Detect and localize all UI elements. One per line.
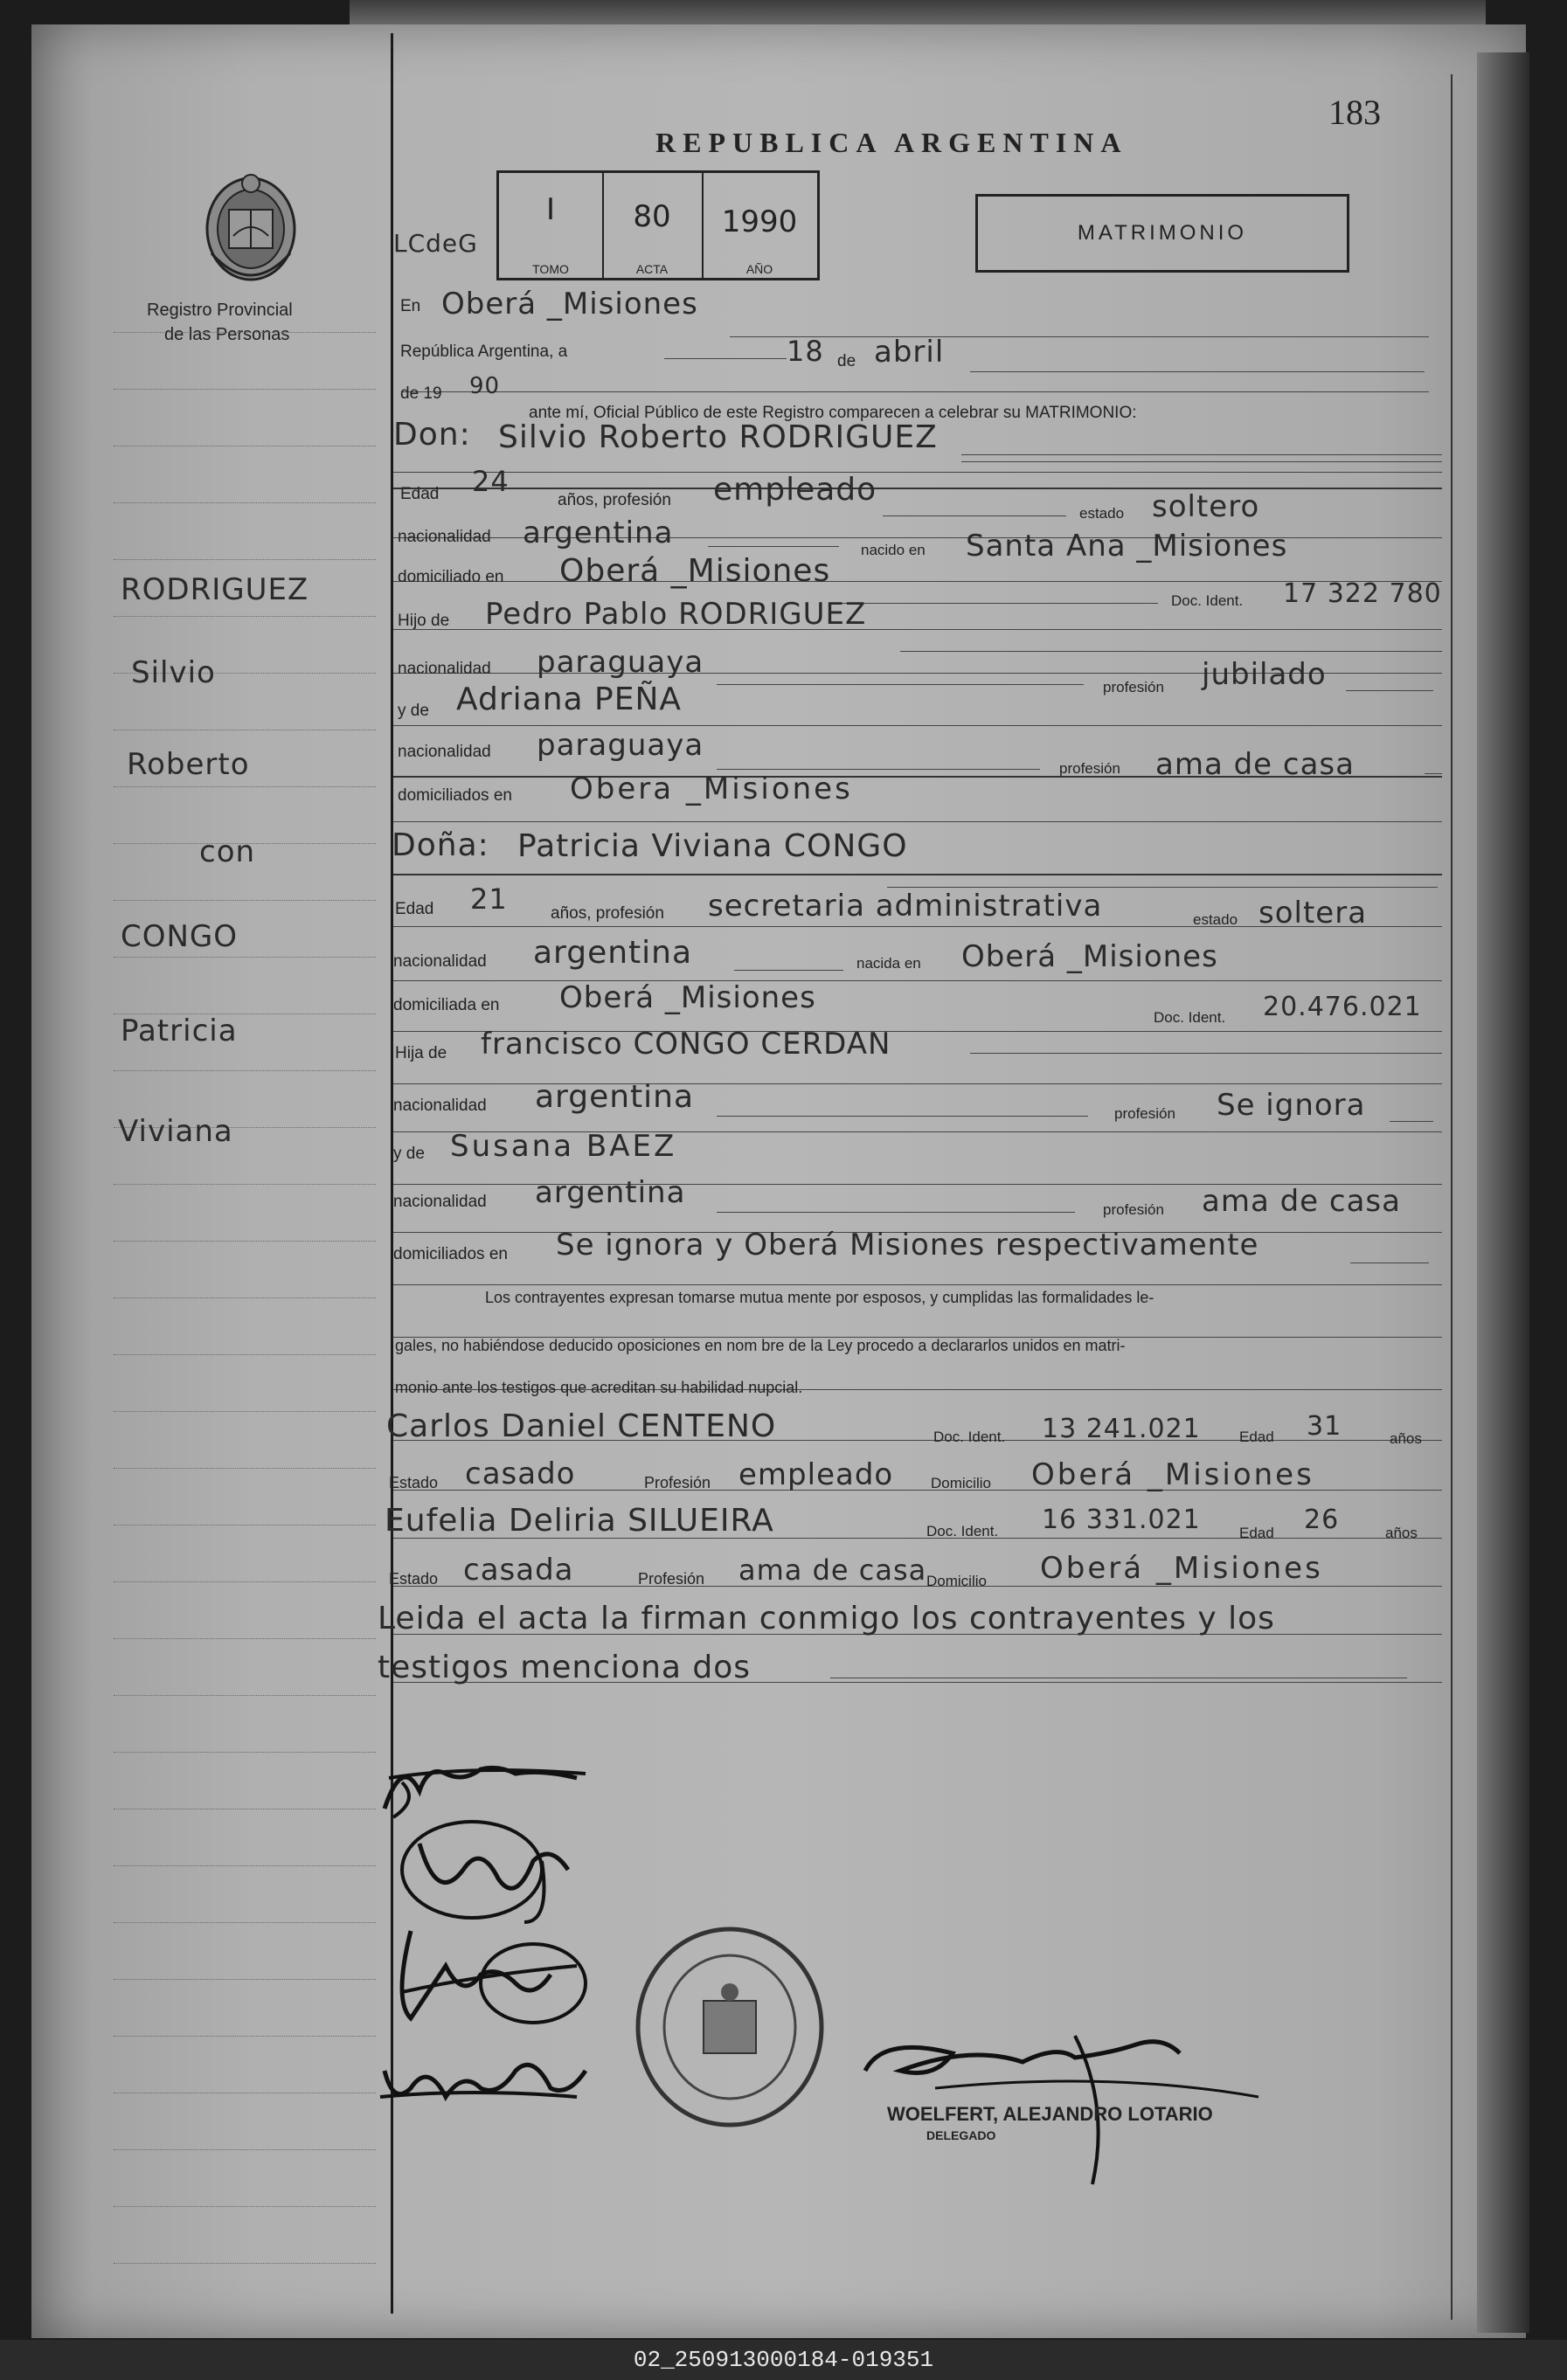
bride-madre-nac: argentina [535,1175,686,1210]
signature-witness1-icon [376,1913,603,2036]
witness1-doc-label: Doc. Ident. [933,1429,1006,1445]
groom-padre-prof-label: profesión [1103,679,1164,695]
witness1-profesion-label: Profesión [644,1474,711,1491]
declaration-line3: monio ante los testigos que acreditan su habilidad nupcial. [395,1379,803,1396]
groom-padre-nac-label: nacionalidad [398,660,491,678]
officer-title: DELEGADO [926,2128,996,2142]
witness2-profesion-label: Profesión [638,1570,705,1588]
page-number: 183 [1328,93,1381,132]
year-suffix: 90 [469,373,501,399]
registry-name-line1: Registro Provincial [147,301,293,320]
groom-name: Silvio Roberto RODRIGUEZ [498,419,938,455]
margin-note: RODRIGUEZ [121,572,309,607]
closing-line2: testigos menciona dos [378,1650,752,1685]
groom-dom: Oberá _Misiones [559,553,831,589]
officer-name: WOELFERT, ALEJANDRO LOTARIO [887,2103,1213,2125]
act-type-label: MATRIMONIO [1077,221,1248,245]
margin-note: Patricia [121,1014,238,1048]
place: Oberá _Misiones [441,287,698,322]
witness1-domicilio: Oberá _Misiones [1031,1457,1314,1492]
bride-dom: Oberá _Misiones [559,980,816,1015]
republica-label: República Argentina, a [400,342,568,361]
groom-madre-prof: ama de casa [1155,747,1355,782]
registry-name-line2: de las Personas [164,325,290,344]
year-prefix: de 19 [400,384,442,403]
bride-doc: 20.476.021 [1263,992,1422,1022]
groom-estado-label: estado [1079,505,1125,522]
file-id-footer: 02_250913000184-019351 [0,2340,1567,2380]
groom-madre-nac-label: nacionalidad [398,743,491,761]
bride-label: Doña: [392,827,489,863]
groom-padres-dom-label: domiciliados en [398,786,512,805]
bride-dom-label: domiciliada en [393,996,500,1014]
margin-note: con [199,834,256,869]
bride-madre-nac-label: nacionalidad [393,1193,487,1211]
groom-dom-label: domiciliado en [398,568,504,586]
bride-edad-label: Edad [395,900,434,918]
page-right-edge [1477,52,1529,2333]
groom-padre-prof: jubilado [1202,657,1327,692]
declaration-line1: Los contrayentes expresan tomarse mutua mente por esposos, y cumplidas las formalidades le- [485,1289,1154,1306]
groom-y-de-label: y de [398,702,429,720]
bride-madre-prof: ama de casa [1202,1184,1401,1219]
tomo-label: TOMO [532,262,569,276]
witness2-estado: casada [463,1553,574,1588]
bride-padres-dom: Se ignora y Oberá Misiones respectivamente [556,1228,1259,1263]
groom-madre-nac: paraguaya [537,728,704,763]
bride-nac-label: nacionalidad [393,952,487,971]
previous-page-edge [350,0,1486,26]
coat-of-arms-icon [194,166,308,288]
bride-madre: Susana BAEZ [450,1129,677,1164]
bride-hija-label: Hija de [395,1044,447,1062]
witness2-domicilio-label: Domicilio [926,1573,987,1589]
groom-padre: Pedro Pablo RODRIGUEZ [485,597,867,632]
groom-doc: 17 322 780 [1283,578,1442,609]
bride-padre-prof: Se ignora [1217,1088,1366,1123]
bride-nacida: Oberá _Misiones [961,939,1218,974]
statement: ante mí, Oficial Público de este Registro comparecen a celebrar su MATRIMONIO: [529,404,1137,422]
act-type-box [975,194,1349,273]
signature-bride-icon [385,1809,612,1931]
groom-padre-nac: paraguaya [537,645,704,680]
bride-estado: soltera [1258,896,1368,931]
witness1-edad-label: Edad [1239,1429,1274,1445]
anio-label: AÑO [745,262,773,276]
bride-doc-label: Doc. Ident. [1154,1009,1226,1026]
tomo-cell [499,173,604,278]
witness2-edad-label: Edad [1239,1525,1274,1541]
margin-note: Silvio [131,655,216,690]
bride-madre-prof-label: profesión [1103,1201,1164,1218]
official-seal-icon [629,1922,830,2132]
bride-y-de-label: y de [393,1145,425,1163]
groom-edad: 24 [472,465,510,498]
margin-note: CONGO [121,919,239,954]
groom-doc-label: Doc. Ident. [1171,592,1244,609]
witness1-doc: 13 241.021 [1042,1414,1201,1444]
acta-value: 80 [633,199,671,234]
witness1-domicilio-label: Domicilio [931,1475,991,1491]
groom-madre: Adriana PEÑA [456,681,683,717]
month: abril [874,335,945,370]
bride-nac: argentina [533,935,693,971]
acta-label: ACTA [635,262,669,276]
declaration-line2: gales, no habiéndose deducido oposiciones en nom bre de la Ley procedo a declararlos unidos en matri- [395,1337,1126,1354]
witness1-edad: 31 [1307,1411,1342,1442]
witness2-estado-label: Estado [389,1570,439,1588]
bride-nacida-label: nacida en [856,955,921,972]
groom-madre-prof-label: profesión [1059,760,1120,777]
groom-edad-label: Edad [400,485,440,503]
witness1-anos-label: años [1390,1430,1422,1447]
witness2-name: Eufelia Deliria SILUEIRA [385,1503,774,1539]
groom-profesion-label: años, profesión [558,491,671,509]
groom-nac: argentina [523,515,674,550]
country-title: REPUBLICA ARGENTINA [655,127,1128,158]
acta-cell [602,173,704,278]
de-label: de [837,352,856,370]
witness2-doc-label: Doc. Ident. [926,1523,999,1539]
bride-profesion-label: años, profesión [551,904,664,923]
tomo-value: I [545,192,556,227]
witness1-estado-label: Estado [389,1474,439,1491]
witness1-name: Carlos Daniel CENTENO [386,1408,777,1444]
groom-label: Don: [393,417,471,453]
signature-witness2-icon [367,2036,594,2123]
anio-value: 1990 [721,204,798,239]
bride-padre-prof-label: profesión [1114,1105,1175,1122]
groom-nac-label: nacionalidad [398,528,491,546]
witness1-profesion: empleado [738,1457,894,1492]
anio-cell [702,173,817,278]
book-prefix: LCdeG [393,229,478,258]
groom-hijo-label: Hijo de [398,612,450,630]
groom-nacido: Santa Ana _Misiones [966,529,1288,564]
witness2-doc: 16 331.021 [1042,1505,1201,1535]
right-border-line [1451,74,1453,2320]
day: 18 [787,335,824,368]
bride-padre-nac-label: nacionalidad [393,1097,487,1115]
margin-note: Viviana [118,1114,233,1149]
groom-estado: soltero [1152,489,1260,524]
bride-edad: 21 [470,882,508,916]
closing-line1: Leida el acta la firman conmigo los contrayentes y los [378,1601,1275,1636]
witness1-estado: casado [465,1456,576,1491]
bride-padre: francisco CONGO CERDAN [481,1027,891,1062]
groom-padres-dom: Obera _Misiones [570,771,853,806]
witness2-edad: 26 [1304,1505,1340,1535]
groom-nacido-label: nacido en [861,542,926,558]
witness2-domicilio: Oberá _Misiones [1040,1551,1323,1586]
margin-note: Roberto [127,747,250,782]
witness2-anos-label: años [1385,1525,1418,1541]
volume-box [496,170,820,280]
bride-padre-nac: argentina [535,1079,695,1115]
bride-estado-label: estado [1193,911,1238,928]
en-label: En [400,297,421,315]
witness2-profesion: ama de casa [738,1553,927,1587]
groom-profesion: empleado [713,472,877,508]
bride-name: Patricia Viviana CONGO [517,828,908,864]
bride-profesion: secretaria administrativa [708,889,1103,924]
bride-padres-dom-label: domiciliados en [393,1245,508,1263]
